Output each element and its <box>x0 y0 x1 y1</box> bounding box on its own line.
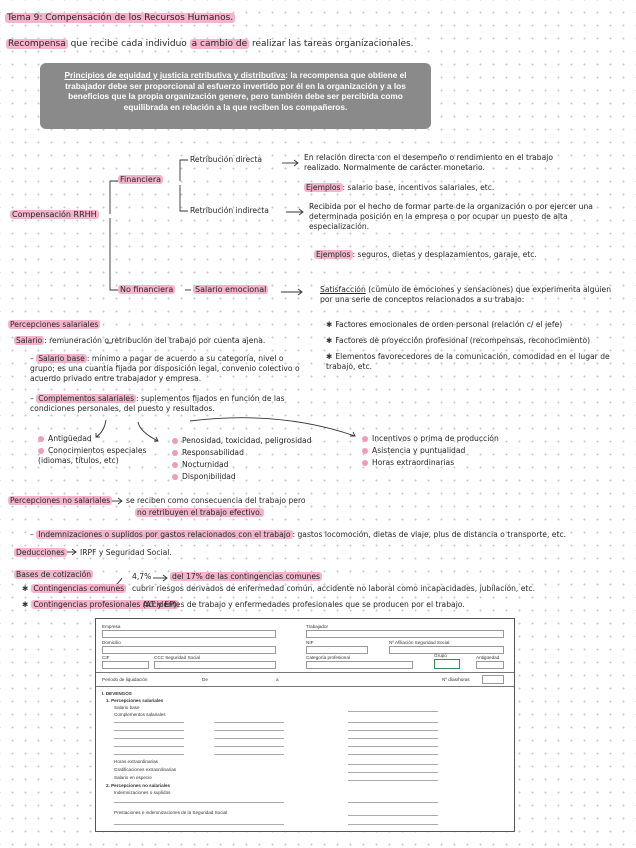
deducciones: Deducciones <box>16 548 65 557</box>
grupo-field <box>434 659 460 669</box>
empresa-label: Empresa <box>102 624 121 629</box>
domicilio-label: Domicilio <box>102 640 121 645</box>
complemento-puesto-item: Disponibilidad <box>172 472 236 482</box>
retribucion-indirecta-examples: Ejemplos : seguros, dietas y desplazamientos, garaje, etc. <box>316 250 537 259</box>
percepciones-no-salariales-label: 2. Percepciones no salariales <box>106 783 171 788</box>
bases-pct: 4,7% <box>132 572 152 581</box>
categoria-label: Categoría profesional <box>306 655 350 660</box>
no-financiera-node: No financiera <box>120 285 174 294</box>
page-title: Tema 9: Compensación de los Recursos Humanos. <box>7 13 234 23</box>
empresa-field <box>102 630 276 638</box>
contingencias-comunes-desc: cubrir riesgos derivados de enfermedad común, accidente no laboral como incapacidades, jubilación, etc. <box>132 584 535 593</box>
bullet-icon <box>38 436 44 442</box>
contingencias-comunes: ✱ Contingencias comunes <box>22 584 125 593</box>
dias-label: Nº días/horas <box>442 677 470 682</box>
cif-field <box>102 661 149 669</box>
retribucion-directa-desc: En relación directa con el desempeño o rendimiento en el trabajo realizado. Normalmente de carácter monetario. <box>304 153 554 172</box>
antiguedad-field <box>476 661 504 669</box>
line-no-financiera <box>110 218 118 290</box>
grupo-label: Grupo <box>434 653 447 658</box>
complementos-label: Complementos salariales <box>114 712 166 717</box>
emocional-item: ✱ Factores de proyección profesional (recompensas, reconocimiento) <box>326 336 591 345</box>
afiliacion-label: Nº Afiliación Seguridad Social <box>389 640 450 645</box>
indemnizaciones-def: – Indemnizaciones o suplidos por gastos relacionados con el trabajo : gastos locomoción, dietas de viaje, plus de distancia o transporte, etc. <box>30 530 567 539</box>
contingencias-profesionales: ✱ Contingencias profesionales (AT y EP) <box>22 600 177 609</box>
principles-heading: Principios de equidad y justicia retributiva y distributiva <box>64 70 286 80</box>
star-icon: ✱ <box>22 584 29 593</box>
complemento-personal-item: Antigüedad <box>38 434 92 444</box>
star-icon: ✱ <box>326 352 333 361</box>
salario-base-label: Salario base <box>114 705 140 710</box>
definition-highlight: a cambio de <box>191 39 248 49</box>
nomina-form <box>95 618 515 832</box>
no-salariales-desc-1: se reciben como consecuencia del trabajo pero <box>126 496 306 505</box>
nif-field <box>306 646 368 654</box>
principles-body: : la recompensa que obtiene el trabajador debe ser proporcional al esfuerzo invertido por él en la organización y a los beneficios que la propia organización genere, pero también debe ser percibida como equilibrada en relación a la que reciben los compañeros. <box>65 70 407 112</box>
definition: Recompensa que recibe cada individuo a cambio de realizar las tareas organizacionales. <box>8 39 414 49</box>
satisfaccion-desc: Satisfacción (cúmulo de emociones y sensaciones) que experimenta alguien por una serie de conceptos relacionados a su trabajo: <box>320 285 612 304</box>
deducciones-desc: IRPF y Seguridad Social. <box>80 548 172 557</box>
trabajador-field <box>306 630 504 638</box>
bullet-icon <box>362 436 368 442</box>
complemento-resultados-item: Horas extraordinarias <box>362 458 454 468</box>
line-directa <box>180 160 188 181</box>
antiguedad-label: Antigüedad <box>476 655 500 660</box>
bullet-icon <box>172 450 178 456</box>
star-icon: ✱ <box>22 600 29 609</box>
nif-label: NIF <box>306 640 314 645</box>
star-icon: ✱ <box>326 320 333 329</box>
complemento-resultados-item: Asistencia y puntualidad <box>362 446 465 456</box>
horas-label: Horas extraordinarias <box>114 759 158 764</box>
domicilio-field <box>102 646 276 654</box>
emocional-item: ✱ Elementos favorecedores de la comunicación, comodidad en el lugar de trabajo, etc. <box>326 352 610 371</box>
a-label: a <box>276 677 279 682</box>
no-salariales-desc-2: no retribuyen el trabajo efectivo. <box>137 508 263 517</box>
bullet-icon <box>362 448 368 454</box>
salario-def: Salario : remuneración o retribución del trabajo por cuenta ajena. <box>16 336 266 345</box>
retribucion-directa-node: Retribución directa <box>190 155 262 164</box>
bases-pct-desc: del 17% de las contingencias comunes <box>172 572 320 581</box>
percepciones-salariales-label: 1. Percepciones salariales <box>106 698 164 703</box>
complemento-puesto-item: Nocturnidad <box>172 460 229 470</box>
bullet-icon <box>172 462 178 468</box>
cif-label: CIF <box>102 655 110 660</box>
trabajador-label: Trabajador <box>306 624 329 629</box>
complemento-puesto-item: Responsabilidad <box>172 448 244 458</box>
ccc-label: CCC Seguridad Social <box>154 655 200 660</box>
complemento-puesto-item: Penosidad, toxicidad, peligrosidad <box>172 436 312 446</box>
contingencias-profesionales-desc: Accidentes de trabajo y enfermedades profesionales que se producen por el trabajo. <box>143 600 465 609</box>
percepciones-salariales-heading: Percepciones salariales <box>10 320 99 329</box>
retribucion-directa-examples: Ejemplos : salario base, incentivos salariales, etc. <box>306 183 495 192</box>
bullet-icon <box>362 460 368 466</box>
complementos-def: – Complementos salariales : suplementos fijados en función de las condiciones personales, del puesto y resultados. <box>30 394 285 413</box>
dias-field <box>482 675 504 684</box>
de-label: De <box>202 677 208 682</box>
periodo-label: Período de liquidación <box>102 677 148 682</box>
devengos-label: I. DEVENGOS <box>102 691 132 696</box>
prestaciones-label: Prestaciones e indemnizaciones de la Seguridad Social <box>114 810 228 815</box>
bases-cotizacion: Bases de cotización <box>16 570 92 579</box>
ccc-field <box>154 661 276 669</box>
salario-base-def: – Salario base : mínimo a pagar de acuerdo a su categoría, nivel o grupo; es una cuantía fijada por disposición legal, convenio colectivo o acuerdo privado entre trabajador y empresa. <box>30 354 300 383</box>
gratificaciones-label: Gratificaciones extraordinarias <box>114 767 177 772</box>
definition-term: Recompensa <box>8 39 66 49</box>
retribucion-indirecta-node: Retribución indirecta <box>190 206 269 215</box>
salario-emocional-node: Salario emocional <box>195 285 267 294</box>
bullet-icon <box>38 448 44 454</box>
complemento-resultados-item: Incentivos o prima de producción <box>362 434 499 444</box>
indemnizaciones-label: Indemnizaciones o suplidos <box>114 790 171 795</box>
emocional-item: ✱ Factores emocionales de orden personal (relación c/ el jefe) <box>326 320 563 329</box>
star-icon: ✱ <box>326 336 333 345</box>
principles-callout <box>40 63 431 129</box>
categoria-field <box>306 661 413 669</box>
complemento-personal-item: Conocimientos especiales (idiomas, títulos, etc) <box>38 446 147 465</box>
line-indirecta <box>180 185 188 211</box>
retribucion-indirecta-desc: Recibida por el hecho de formar parte de la organización o por ejercer una determinada posición en la empresa o por ocupar un puesto de alta especialización. <box>309 202 593 231</box>
financiera-node: Financiera <box>120 175 162 184</box>
bullet-icon <box>172 474 178 480</box>
compensation-root: Compensación RRHH <box>12 210 97 219</box>
bullet-icon <box>172 438 178 444</box>
especie-label: Salario en especie <box>114 775 152 780</box>
no-salariales-heading: Percepciones no salariales <box>10 496 111 505</box>
line-financiera <box>110 181 118 214</box>
